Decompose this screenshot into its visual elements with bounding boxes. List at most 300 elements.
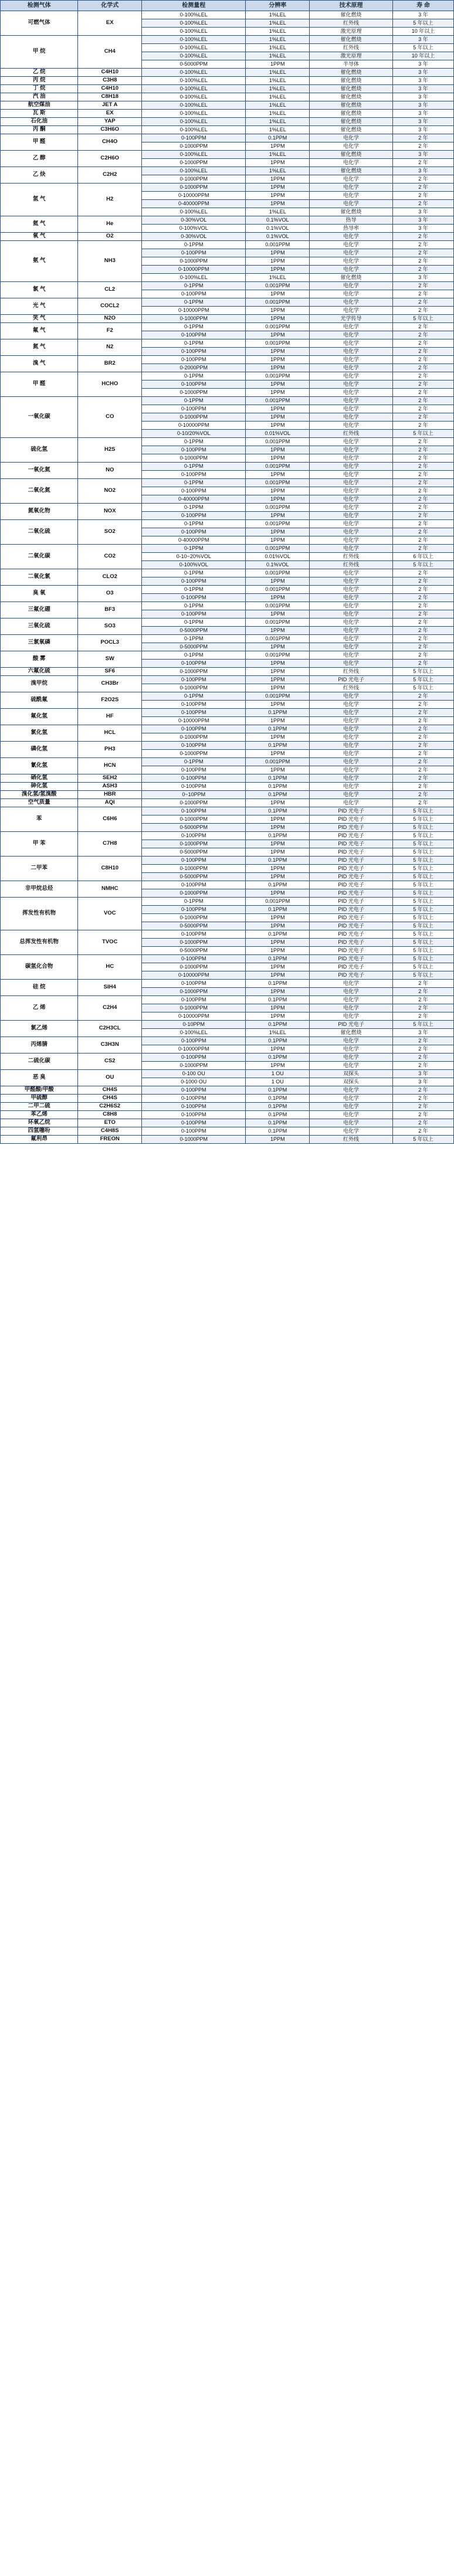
life-cell: 2 年: [392, 438, 453, 446]
range-cell: 0-1PPM: [142, 372, 246, 380]
range-cell: 0-100%LEL: [142, 19, 246, 28]
table-row: [1, 1053, 454, 1062]
technology-cell: 电化学: [310, 142, 393, 151]
range-cell: 0-1000PPM: [142, 315, 246, 323]
technology-cell: 电化学: [310, 1111, 393, 1119]
range-cell: 0-1000PPM: [142, 684, 246, 692]
technology-cell: 半导体: [310, 60, 393, 69]
resolution-cell: 1PPM: [246, 356, 310, 364]
life-cell: 2 年: [392, 1111, 453, 1119]
life-cell: 5 年以上: [392, 1136, 453, 1144]
life-cell: 3 年: [392, 1078, 453, 1086]
life-cell: 2 年: [392, 331, 453, 339]
life-cell: 5 年以上: [392, 1021, 453, 1029]
range-cell: 0-100PPM: [142, 955, 246, 963]
resolution-cell: 1PPM: [246, 594, 310, 602]
resolution-cell: 1%LEL: [246, 93, 310, 101]
formula-cell: C2H4: [78, 996, 142, 1021]
technology-cell: 电化学: [310, 1012, 393, 1021]
table-row: [1, 807, 454, 815]
formula-cell: EX: [78, 11, 142, 36]
gas-name-cell: 溴甲烷: [1, 676, 78, 692]
life-cell: 3 年: [392, 36, 453, 44]
range-cell: 0-100PPM: [142, 1095, 246, 1103]
range-cell: 0-1000 OU: [142, 1078, 246, 1086]
range-cell: 0-100PPM: [142, 487, 246, 495]
resolution-cell: 0.001PPM: [246, 618, 310, 627]
resolution-cell: 1%LEL: [246, 151, 310, 159]
resolution-cell: 1PPM: [246, 914, 310, 922]
formula-cell: F2: [78, 323, 142, 339]
gas-name-cell: 氰化氢: [1, 758, 78, 774]
technology-cell: 电化学: [310, 635, 393, 643]
gas-name-cell: 臭 氧: [1, 586, 78, 602]
gas-name-cell: 恶 臭: [1, 1070, 78, 1086]
technology-cell: 电化学: [310, 766, 393, 774]
range-cell: 0-40000PPM: [142, 536, 246, 545]
table-row: [1, 118, 454, 126]
gas-name-cell: 磷化氢: [1, 742, 78, 758]
gas-name-cell: 二甲苯: [1, 857, 78, 881]
life-cell: 2 年: [392, 520, 453, 528]
formula-cell: HCN: [78, 758, 142, 774]
range-cell: 0-100PPM: [142, 134, 246, 142]
resolution-cell: 1PPM: [246, 331, 310, 339]
technology-cell: 电化学: [310, 438, 393, 446]
gas-name-cell: 氢 气: [1, 183, 78, 216]
resolution-cell: 0.1%VOL: [246, 216, 310, 225]
range-cell: 0-30%VOL: [142, 233, 246, 241]
resolution-cell: 1PPM: [246, 249, 310, 257]
table-row: [1, 898, 454, 906]
range-cell: 0-1000PPM: [142, 389, 246, 397]
gas-name-cell: 酸 雾: [1, 651, 78, 668]
technology-cell: 电化学: [310, 750, 393, 758]
life-cell: 3 年: [392, 77, 453, 85]
range-cell: 0-5000PPM: [142, 947, 246, 955]
resolution-cell: 0.001PPM: [246, 651, 310, 660]
life-cell: 5 年以上: [392, 955, 453, 963]
life-cell: 2 年: [392, 783, 453, 791]
life-cell: 2 年: [392, 1053, 453, 1062]
life-cell: 2 年: [392, 422, 453, 430]
resolution-cell: 0.1PPM: [246, 1095, 310, 1103]
formula-cell: C6H6: [78, 807, 142, 832]
resolution-cell: 1PPM: [246, 454, 310, 463]
table-row: [1, 1037, 454, 1045]
technology-cell: 电化学: [310, 504, 393, 512]
technology-cell: 电化学: [310, 331, 393, 339]
life-cell: 2 年: [392, 380, 453, 389]
resolution-cell: 1PPM: [246, 733, 310, 742]
gas-name-cell: 氟化氢: [1, 709, 78, 725]
range-cell: 0-100 OU: [142, 1070, 246, 1078]
resolution-cell: 0.1PPM: [246, 709, 310, 717]
life-cell: 2 年: [392, 257, 453, 266]
range-cell: 0-30%VOL: [142, 216, 246, 225]
formula-cell: CH4S: [78, 1095, 142, 1103]
formula-cell: JET A: [78, 101, 142, 110]
formula-cell: SF6: [78, 668, 142, 676]
resolution-cell: 1%LEL: [246, 167, 310, 175]
resolution-cell: 0.1PPM: [246, 774, 310, 783]
table-row: [1, 774, 454, 783]
formula-cell: NO: [78, 463, 142, 479]
resolution-cell: 1PPM: [246, 684, 310, 692]
life-cell: 2 年: [392, 413, 453, 422]
technology-cell: 电化学: [310, 487, 393, 495]
technology-cell: 红外线: [310, 1136, 393, 1144]
range-cell: 0-100PPM: [142, 446, 246, 454]
resolution-cell: 1 OU: [246, 1078, 310, 1086]
range-cell: 0-100PPM: [142, 577, 246, 586]
table-row: [1, 77, 454, 85]
range-cell: 0-1PPM: [142, 586, 246, 594]
life-cell: 5 年以上: [392, 971, 453, 980]
table-row: [1, 1095, 454, 1103]
gas-name-cell: 甲 醛: [1, 372, 78, 397]
technology-cell: 电化学: [310, 471, 393, 479]
technology-cell: 电化学: [310, 709, 393, 717]
technology-cell: 电化学: [310, 627, 393, 635]
range-cell: 0-1PPM: [142, 241, 246, 249]
technology-cell: 电化学: [310, 298, 393, 307]
technology-cell: PID 光电子: [310, 939, 393, 947]
technology-cell: 电化学: [310, 364, 393, 372]
resolution-cell: 0.1PPM: [246, 134, 310, 142]
life-cell: 2 年: [392, 249, 453, 257]
formula-cell: CO: [78, 397, 142, 438]
resolution-cell: 1PPM: [246, 364, 310, 372]
table-row: [1, 298, 454, 307]
resolution-cell: 0.001PPM: [246, 545, 310, 553]
technology-cell: 电化学: [310, 200, 393, 208]
formula-cell: OU: [78, 1070, 142, 1086]
range-cell: 0-100PPM: [142, 471, 246, 479]
formula-cell: SIH4: [78, 980, 142, 996]
life-cell: 2 年: [392, 996, 453, 1004]
formula-cell: H2: [78, 183, 142, 216]
technology-cell: 电化学: [310, 405, 393, 413]
life-cell: 2 年: [392, 602, 453, 610]
technology-cell: 催化燃烧: [310, 110, 393, 118]
formula-cell: COCL2: [78, 298, 142, 315]
header-row: [1, 1, 454, 11]
resolution-cell: 1PPM: [246, 873, 310, 881]
resolution-cell: 0.001PPM: [246, 372, 310, 380]
technology-cell: 电化学: [310, 528, 393, 536]
table-row: [1, 282, 454, 290]
table-row: [1, 881, 454, 889]
technology-cell: 电化学: [310, 577, 393, 586]
life-cell: 2 年: [392, 454, 453, 463]
range-cell: 0-100PPM: [142, 356, 246, 364]
formula-cell: C3H8: [78, 77, 142, 85]
resolution-cell: 1PPM: [246, 701, 310, 709]
formula-cell: C4H8S: [78, 1127, 142, 1136]
life-cell: 2 年: [392, 643, 453, 651]
resolution-cell: 0.001PPM: [246, 323, 310, 331]
table-row: [1, 783, 454, 791]
technology-cell: 红外线: [310, 684, 393, 692]
range-cell: 0-100%VOL: [142, 225, 246, 233]
range-cell: 0-100PPM: [142, 906, 246, 914]
technology-cell: 电化学: [310, 594, 393, 602]
formula-cell: SEH2: [78, 774, 142, 783]
resolution-cell: 1 OU: [246, 1070, 310, 1078]
resolution-cell: 1PPM: [246, 676, 310, 684]
resolution-cell: 0.001PPM: [246, 569, 310, 577]
range-cell: 0-1PPM: [142, 298, 246, 307]
resolution-cell: 1PPM: [246, 865, 310, 873]
technology-cell: 电化学: [310, 479, 393, 487]
life-cell: 2 年: [392, 1127, 453, 1136]
resolution-cell: 0.1PPM: [246, 1127, 310, 1136]
technology-cell: 激光原理: [310, 28, 393, 36]
technology-cell: PID 光电子: [310, 963, 393, 971]
life-cell: 5 年以上: [392, 676, 453, 684]
technology-cell: 电化学: [310, 1037, 393, 1045]
gas-name-cell: 三氯氧磷: [1, 635, 78, 651]
resolution-cell: 0.001PPM: [246, 298, 310, 307]
technology-cell: 红外线: [310, 44, 393, 52]
gas-name-cell: 硒化氢: [1, 774, 78, 783]
range-cell: 0-1PPM: [142, 618, 246, 627]
range-cell: 0-100PPM: [142, 1037, 246, 1045]
range-cell: 0-1PPM: [142, 323, 246, 331]
life-cell: 2 年: [392, 1086, 453, 1095]
life-cell: 5 年以上: [392, 840, 453, 848]
resolution-cell: 1PPM: [246, 348, 310, 356]
life-cell: 2 年: [392, 733, 453, 742]
table-row: [1, 93, 454, 101]
table-row: [1, 1111, 454, 1119]
technology-cell: 电化学: [310, 1053, 393, 1062]
life-cell: 2 年: [392, 569, 453, 577]
gas-name-cell: 瓦 斯: [1, 110, 78, 118]
formula-cell: C3H6O: [78, 126, 142, 134]
resolution-cell: 1PPM: [246, 192, 310, 200]
life-cell: 2 年: [392, 799, 453, 807]
resolution-cell: 0.1%VOL: [246, 561, 310, 569]
resolution-cell: 0.001PPM: [246, 339, 310, 348]
life-cell: 2 年: [392, 750, 453, 758]
life-cell: 3 年: [392, 151, 453, 159]
life-cell: 5 年以上: [392, 430, 453, 438]
technology-cell: 红外线: [310, 668, 393, 676]
technology-cell: PID 光电子: [310, 889, 393, 898]
resolution-cell: 0.1PPM: [246, 1119, 310, 1127]
range-cell: 0-1PPM: [142, 545, 246, 553]
technology-cell: 热导率: [310, 225, 393, 233]
range-cell: 0-1PPM: [142, 651, 246, 660]
technology-cell: 电化学: [310, 1062, 393, 1070]
technology-cell: 电化学: [310, 758, 393, 766]
formula-cell: ETO: [78, 1119, 142, 1127]
technology-cell: 催化燃烧: [310, 85, 393, 93]
range-cell: 0-100%LEL: [142, 52, 246, 60]
technology-cell: 电化学: [310, 339, 393, 348]
formula-cell: NH3: [78, 241, 142, 282]
gas-name-cell: 光 气: [1, 298, 78, 315]
range-cell: 0-1PPM: [142, 692, 246, 701]
life-cell: 2 年: [392, 175, 453, 183]
resolution-cell: 1PPM: [246, 971, 310, 980]
technology-cell: 电化学: [310, 512, 393, 520]
table-row: [1, 356, 454, 364]
resolution-cell: 1PPM: [246, 815, 310, 824]
table-row: [1, 1119, 454, 1127]
table-row: [1, 1086, 454, 1095]
formula-cell: C2H6O: [78, 151, 142, 167]
formula-cell: HCHO: [78, 372, 142, 397]
range-cell: 0-100PPM: [142, 1119, 246, 1127]
technology-cell: 电化学: [310, 249, 393, 257]
technology-cell: 催化燃烧: [310, 208, 393, 216]
resolution-cell: 1PPM: [246, 627, 310, 635]
table-row: [1, 339, 454, 348]
technology-cell: 电化学: [310, 134, 393, 142]
life-cell: 2 年: [392, 660, 453, 668]
technology-cell: 电化学: [310, 733, 393, 742]
life-cell: 2 年: [392, 742, 453, 750]
table-row: [1, 241, 454, 249]
resolution-cell: 1PPM: [246, 1045, 310, 1053]
resolution-cell: 1PPM: [246, 947, 310, 955]
range-cell: 0-100PPM: [142, 709, 246, 717]
technology-cell: 电化学: [310, 988, 393, 996]
resolution-cell: 1%LEL: [246, 110, 310, 118]
gas-name-cell: 总挥发性有机物: [1, 930, 78, 955]
life-cell: 5 年以上: [392, 865, 453, 873]
range-cell: 0-1PPM: [142, 635, 246, 643]
life-cell: 3 年: [392, 85, 453, 93]
technology-cell: 电化学: [310, 159, 393, 167]
technology-cell: 催化燃烧: [310, 126, 393, 134]
range-cell: 0-1000PPM: [142, 799, 246, 807]
technology-cell: 电化学: [310, 307, 393, 315]
range-cell: 0-100PPM: [142, 725, 246, 733]
resolution-cell: 1PPM: [246, 1004, 310, 1012]
gas-name-cell: 氦 气: [1, 216, 78, 233]
life-cell: 2 年: [392, 405, 453, 413]
table-row: [1, 676, 454, 684]
range-cell: 0-100%LEL: [142, 36, 246, 44]
resolution-cell: 1PPM: [246, 413, 310, 422]
table-row: [1, 183, 454, 192]
range-cell: 0-100PPM: [142, 512, 246, 520]
technology-cell: 电化学: [310, 348, 393, 356]
table-row: [1, 323, 454, 331]
life-cell: 5 年以上: [392, 898, 453, 906]
resolution-cell: 0.001PPM: [246, 602, 310, 610]
resolution-cell: 1PPM: [246, 1136, 310, 1144]
life-cell: 10 年以上: [392, 52, 453, 60]
life-cell: 3 年: [392, 69, 453, 77]
life-cell: 2 年: [392, 479, 453, 487]
gas-name-cell: 溴 气: [1, 356, 78, 372]
range-cell: 0-1000PPM: [142, 175, 246, 183]
gas-name-cell: 环氧乙烷: [1, 1119, 78, 1127]
life-cell: 2 年: [392, 290, 453, 298]
life-cell: 2 年: [392, 298, 453, 307]
technology-cell: 电化学: [310, 380, 393, 389]
range-cell: 0-100PPM: [142, 1127, 246, 1136]
formula-cell: SO3: [78, 618, 142, 635]
technology-cell: 电化学: [310, 602, 393, 610]
life-cell: 3 年: [392, 1070, 453, 1078]
technology-cell: PID 光电子: [310, 815, 393, 824]
gas-name-cell: 苯: [1, 807, 78, 832]
range-cell: 0-100%LEL: [142, 28, 246, 36]
formula-cell: F2O2S: [78, 692, 142, 709]
table-row: [1, 692, 454, 701]
range-cell: 0-100%LEL: [142, 151, 246, 159]
table-row: [1, 725, 454, 733]
technology-cell: PID 光电子: [310, 971, 393, 980]
life-cell: 2 年: [392, 627, 453, 635]
life-cell: 5 年以上: [392, 963, 453, 971]
gas-name-cell: 氯化氢: [1, 725, 78, 742]
technology-cell: 电化学: [310, 586, 393, 594]
resolution-cell: 0.001PPM: [246, 635, 310, 643]
life-cell: 5 年以上: [392, 19, 453, 28]
formula-cell: BF3: [78, 602, 142, 618]
gas-name-cell: 甲醛酸/甲酸: [1, 1086, 78, 1095]
formula-cell: POCL3: [78, 635, 142, 651]
gas-name-cell: 航空煤油: [1, 101, 78, 110]
formula-cell: ASH3: [78, 783, 142, 791]
technology-cell: 电化学: [310, 233, 393, 241]
technology-cell: 热导: [310, 216, 393, 225]
resolution-cell: 1PPM: [246, 766, 310, 774]
range-cell: 0-100PPM: [142, 528, 246, 536]
formula-cell: VOC: [78, 898, 142, 930]
formula-cell: C2H3CL: [78, 1021, 142, 1037]
technology-cell: 电化学: [310, 323, 393, 331]
gas-name-cell: 丁 烷: [1, 85, 78, 93]
resolution-cell: 1PPM: [246, 528, 310, 536]
formula-cell: FREON: [78, 1136, 142, 1144]
technology-cell: PID 光电子: [310, 930, 393, 939]
range-cell: 0-1000PPM: [142, 750, 246, 758]
gas-name-cell: 可燃气体: [1, 11, 78, 36]
range-cell: 0-100PPM: [142, 774, 246, 783]
range-cell: 0-100%LEL: [142, 85, 246, 93]
life-cell: 6 年以上: [392, 553, 453, 561]
formula-cell: C7H8: [78, 832, 142, 857]
resolution-cell: 1%LEL: [246, 85, 310, 93]
life-cell: 5 年以上: [392, 848, 453, 857]
gas-name-cell: 二氧化氮: [1, 479, 78, 504]
table-row: [1, 85, 454, 93]
gas-name-cell: 乙 醇: [1, 151, 78, 167]
resolution-cell: 1PPM: [246, 660, 310, 668]
range-cell: 0-100%LEL: [142, 101, 246, 110]
technology-cell: 电化学: [310, 791, 393, 799]
technology-cell: 电化学: [310, 495, 393, 504]
formula-cell: O3: [78, 586, 142, 602]
range-cell: 0-10000PPM: [142, 266, 246, 274]
gas-name-cell: 甲 烷: [1, 36, 78, 69]
gas-name-cell: 苯乙烯: [1, 1111, 78, 1119]
technology-cell: 电化学: [310, 241, 393, 249]
range-cell: 0-100%LEL: [142, 93, 246, 101]
technology-cell: 电化学: [310, 996, 393, 1004]
table-row: [1, 479, 454, 487]
technology-cell: 电化学: [310, 643, 393, 651]
life-cell: 2 年: [392, 766, 453, 774]
